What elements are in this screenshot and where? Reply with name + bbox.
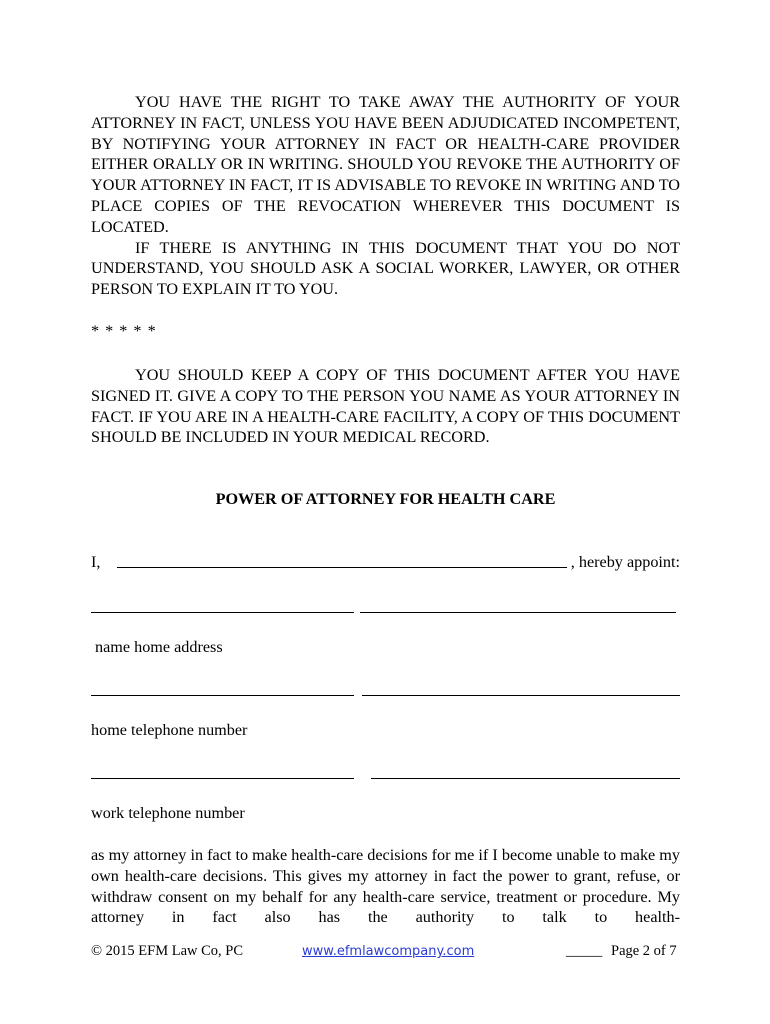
notice-block [91,92,680,300]
home-phone-blank-1[interactable] [91,695,354,696]
home-phone-label: home telephone number [91,721,248,739]
website-link[interactable]: www.efmlawcompany.com [302,944,475,959]
name-address-label: name home address [95,638,223,656]
copy-paragraph: YOU SHOULD KEEP A COPY OF THIS DOCUMENT AFTER YOU HAVE SIGNED IT. GIVE A COPY TO THE PERSON YOU NAME AS YOUR ATTORNEY IN FACT. IF YOU ARE IN A HEALTH-CARE FACILITY, A COPY OF THIS DOCUMENT SHOULD BE INCLUDED IN YOUR MEDICAL RECORD. [91,366,680,447]
appoint-line [91,553,680,572]
work-phone-label: work telephone number [91,804,245,822]
appoint-prefix: I, [91,553,101,571]
home-phone-blank-2[interactable] [362,695,680,696]
initials-blank[interactable]: _____ [566,943,603,959]
understand-paragraph: IF THERE IS ANYTHING IN THIS DOCUMENT THAT YOU DO NOT UNDERSTAND, YOU SHOULD ASK A SOCIAL WORKER, LAWYER, OR OTHER PERSON TO EXPLAIN IT TO YOU. [91,238,680,299]
copyright-text: © 2015 EFM Law Co, PC [91,943,244,959]
work-phone-blank-1[interactable] [91,778,354,779]
authority-paragraph: as my attorney in fact to make health-care decisions for me if I become unable to make my own health-care decisions. This gives my attorney in fact the power to grant, refuse, or withdraw consent on my behalf for any health-care service, treatment or procedure. My attorney in fact also has the authority to talk to health- [91,846,680,927]
section-separator: * * * * * [91,322,157,340]
website-link-wrap [302,943,474,960]
revoke-paragraph: YOU HAVE THE RIGHT TO TAKE AWAY THE AUTHORITY OF YOUR ATTORNEY IN FACT, UNLESS YOU HAVE BEEN ADJUDICATED INCOMPETENT, BY NOTIFYING YOUR ATTORNEY IN FACT OR HEALTH-CARE PROVIDER EITHER ORALLY OR IN WRITING. SHOULD YOU REVOKE THE AUTHORITY OF YOUR ATTORNEY IN FACT, IT IS ADVISABLE TO REVOKE IN WRITING AND TO PLACE COPIES OF THE REVOCATION WHEREVER THIS DOCUMENT IS LOCATED. [91,93,680,236]
agent-address-blank[interactable] [360,612,676,613]
work-phone-blank-2[interactable] [371,778,680,779]
section-title: POWER OF ATTORNEY FOR HEALTH CARE [215,490,556,508]
principal-name-blank[interactable] [117,566,566,568]
page-number: Page 2 of 7 [611,943,677,959]
agent-name-blank[interactable] [91,612,354,613]
appoint-suffix: , hereby appoint: [570,553,680,571]
